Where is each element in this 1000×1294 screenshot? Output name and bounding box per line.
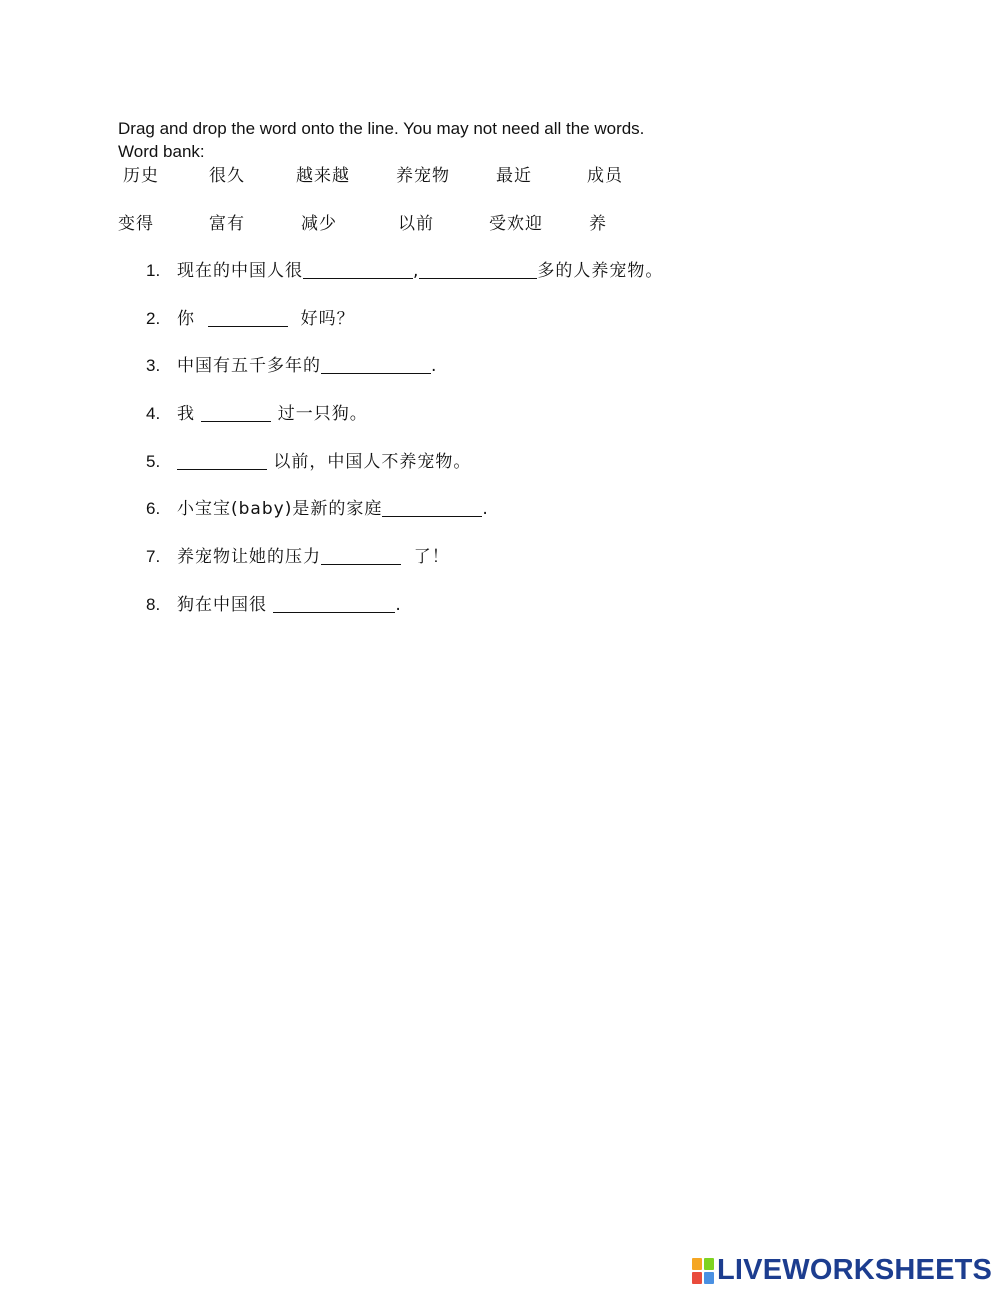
word-bank-item[interactable]: 变得 [118,214,154,234]
answer-blank[interactable] [303,262,413,279]
word-bank-item[interactable]: 越来越 [296,166,350,186]
answer-blank[interactable] [177,453,267,470]
question-text: 小宝宝(baby)是新的家庭 [177,499,383,519]
question-number: 5. [146,452,161,471]
question-text: 中国有五千多年的 [177,356,321,376]
answer-blank[interactable] [273,596,395,613]
word-bank-item[interactable]: 减少 [301,214,337,234]
question-number: 3. [146,356,161,375]
word-bank-item[interactable]: 养 [589,214,607,234]
question-number: 6. [146,499,161,518]
answer-blank[interactable] [321,357,431,374]
word-bank-item[interactable]: 很久 [209,166,245,186]
question-text: . [395,595,402,615]
question-text: 你 [177,309,208,329]
answer-blank[interactable] [321,548,401,565]
word-bank-item[interactable]: 成员 [587,166,623,186]
logo-block [692,1258,702,1270]
answer-blank[interactable] [382,500,482,517]
word-bank-item[interactable]: 历史 [123,166,159,186]
question-number: 8. [146,595,161,614]
logo-text: LIVEWORKSHEETS [717,1254,993,1286]
word-bank-item[interactable]: 最近 [496,166,532,186]
question-text: 过一只狗。 [271,404,368,424]
question-text: . [482,499,489,519]
question-3 [146,355,437,377]
question-text: , [413,261,420,281]
question-text: 养宠物让她的压力 [177,547,321,567]
question-2 [146,308,355,330]
question-text: 了！ [401,547,450,567]
logo-block [704,1258,714,1270]
logo-blocks-icon [692,1258,714,1284]
question-text: 多的人养宠物。 [537,261,664,281]
word-bank-label: Word bank: [118,142,205,161]
question-text: . [431,356,438,376]
question-text: 以前，中国人不养宠物。 [267,452,472,472]
word-bank-item[interactable]: 富有 [209,214,245,234]
word-bank-item[interactable]: 受欢迎 [489,214,543,234]
logo-block [704,1272,714,1284]
question-number: 2. [146,309,161,328]
question-7 [146,546,450,568]
instructions [118,117,644,163]
question-number: 1. [146,261,161,280]
question-text: 好吗？ [287,309,355,329]
answer-blank[interactable] [419,262,537,279]
question-number: 7. [146,547,161,566]
instruction-text: Drag and drop the word onto the line. You may not need all the words. [118,119,645,138]
question-6 [146,498,489,520]
question-text: 狗在中国很 [177,595,274,615]
liveworksheets-logo [692,1254,992,1287]
answer-blank[interactable] [208,310,288,327]
question-number: 4. [146,404,161,423]
answer-blank[interactable] [201,405,271,422]
question-8 [146,594,402,616]
question-5 [146,451,471,473]
logo-block [692,1272,702,1284]
question-text: 现在的中国人很 [177,261,303,281]
question-text: 我 [177,404,202,424]
word-bank-item[interactable]: 以前 [398,214,434,234]
question-4 [146,403,368,425]
word-bank-item[interactable]: 养宠物 [396,166,450,186]
question-1 [146,260,663,282]
